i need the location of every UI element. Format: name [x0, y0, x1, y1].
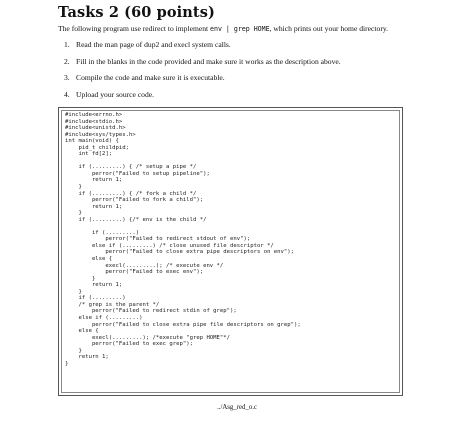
code-line: } [65, 288, 82, 295]
code-line: execl(.........); /* execute env */ [65, 262, 224, 269]
instruction-number: 3. [64, 73, 70, 82]
code-line: int fd[2]; [65, 151, 113, 158]
code-line: return 1; [65, 203, 123, 210]
code-line: #include<stdio.h> [65, 118, 123, 125]
instruction-number: 2. [64, 56, 70, 66]
code-line: if (.........) [65, 295, 126, 302]
code-line: perror("Failed to redirect stdin of grep"); [65, 308, 237, 315]
code-line: perror("Failed to fork a child"); [65, 197, 204, 204]
code-line: if (.........) { /* fork a child */ [65, 190, 197, 197]
code-line: perror("Failed to redirect stdout of env"); [65, 236, 251, 243]
intro-text-after: , which prints out your home directory. [269, 24, 389, 33]
source-code [65, 112, 301, 367]
instruction-item [64, 73, 341, 90]
code-line: perror("Failed to exec env"); [65, 269, 204, 276]
intro-command: env | grep HOME [210, 25, 270, 33]
code-line: #include<sys/types.h> [65, 131, 136, 138]
code-line: } [65, 360, 69, 367]
code-line: } [65, 347, 82, 354]
code-line: if (.........) { /* setup a pipe */ [65, 164, 197, 171]
instruction-item [64, 57, 341, 74]
instruction-item [64, 40, 341, 57]
instruction-number: 1. [64, 40, 70, 49]
code-line: perror("Failed to exec grep"); [65, 341, 193, 348]
instruction-text: Compile the code and make sure it is executable. [76, 73, 225, 82]
task-description [58, 24, 388, 33]
code-line: perror("Failed to close extra pipe descriptors on env"); [65, 249, 295, 256]
code-line: execl(.........); /*execute "grep HOME"*/ [65, 334, 231, 341]
instruction-number: 4. [64, 89, 70, 99]
code-line: return 1; [65, 282, 123, 289]
instruction-text: Read the man page of dup2 and execl system calls. [76, 40, 231, 49]
code-line: else { [65, 256, 113, 263]
source-file-caption: ../Asg_red_o.c [217, 404, 257, 411]
code-line: int main(void) { [65, 138, 119, 145]
code-line: if (.........) {/* env is the child */ [65, 216, 207, 223]
code-line: else { [65, 328, 99, 335]
code-line: } [65, 184, 82, 191]
intro-text-before: The following program use redirect to implement [58, 24, 211, 33]
code-line: #include<unistd.h> [65, 125, 126, 132]
instruction-text: Upload your source code. [76, 89, 155, 99]
code-line: return 1; [65, 354, 109, 361]
instruction-text: Fill in the blanks in the code provided and make sure it works as the description above. [76, 56, 341, 66]
code-line: #include<errno.h> [65, 112, 123, 118]
code-line: } [65, 210, 82, 217]
code-line: return 1; [65, 177, 123, 184]
code-line: pid_t childpid; [65, 144, 129, 151]
code-line: perror("Failed to close extra pipe file descriptors on grep"); [65, 321, 301, 328]
instruction-list [64, 40, 341, 106]
instruction-item [64, 90, 341, 107]
task-heading: Tasks 2 (60 points) [58, 4, 215, 21]
code-line: perror("Failed to setup pipeline"); [65, 170, 210, 177]
code-line: else if (.........) [65, 314, 143, 321]
code-listing-box [58, 107, 403, 396]
code-line: } [65, 275, 96, 282]
code-line: if (.........) [65, 229, 140, 236]
code-line: /* grep is the parent */ [65, 301, 160, 308]
code-line: else if (.........) /* close unused file descriptor */ [65, 242, 274, 249]
